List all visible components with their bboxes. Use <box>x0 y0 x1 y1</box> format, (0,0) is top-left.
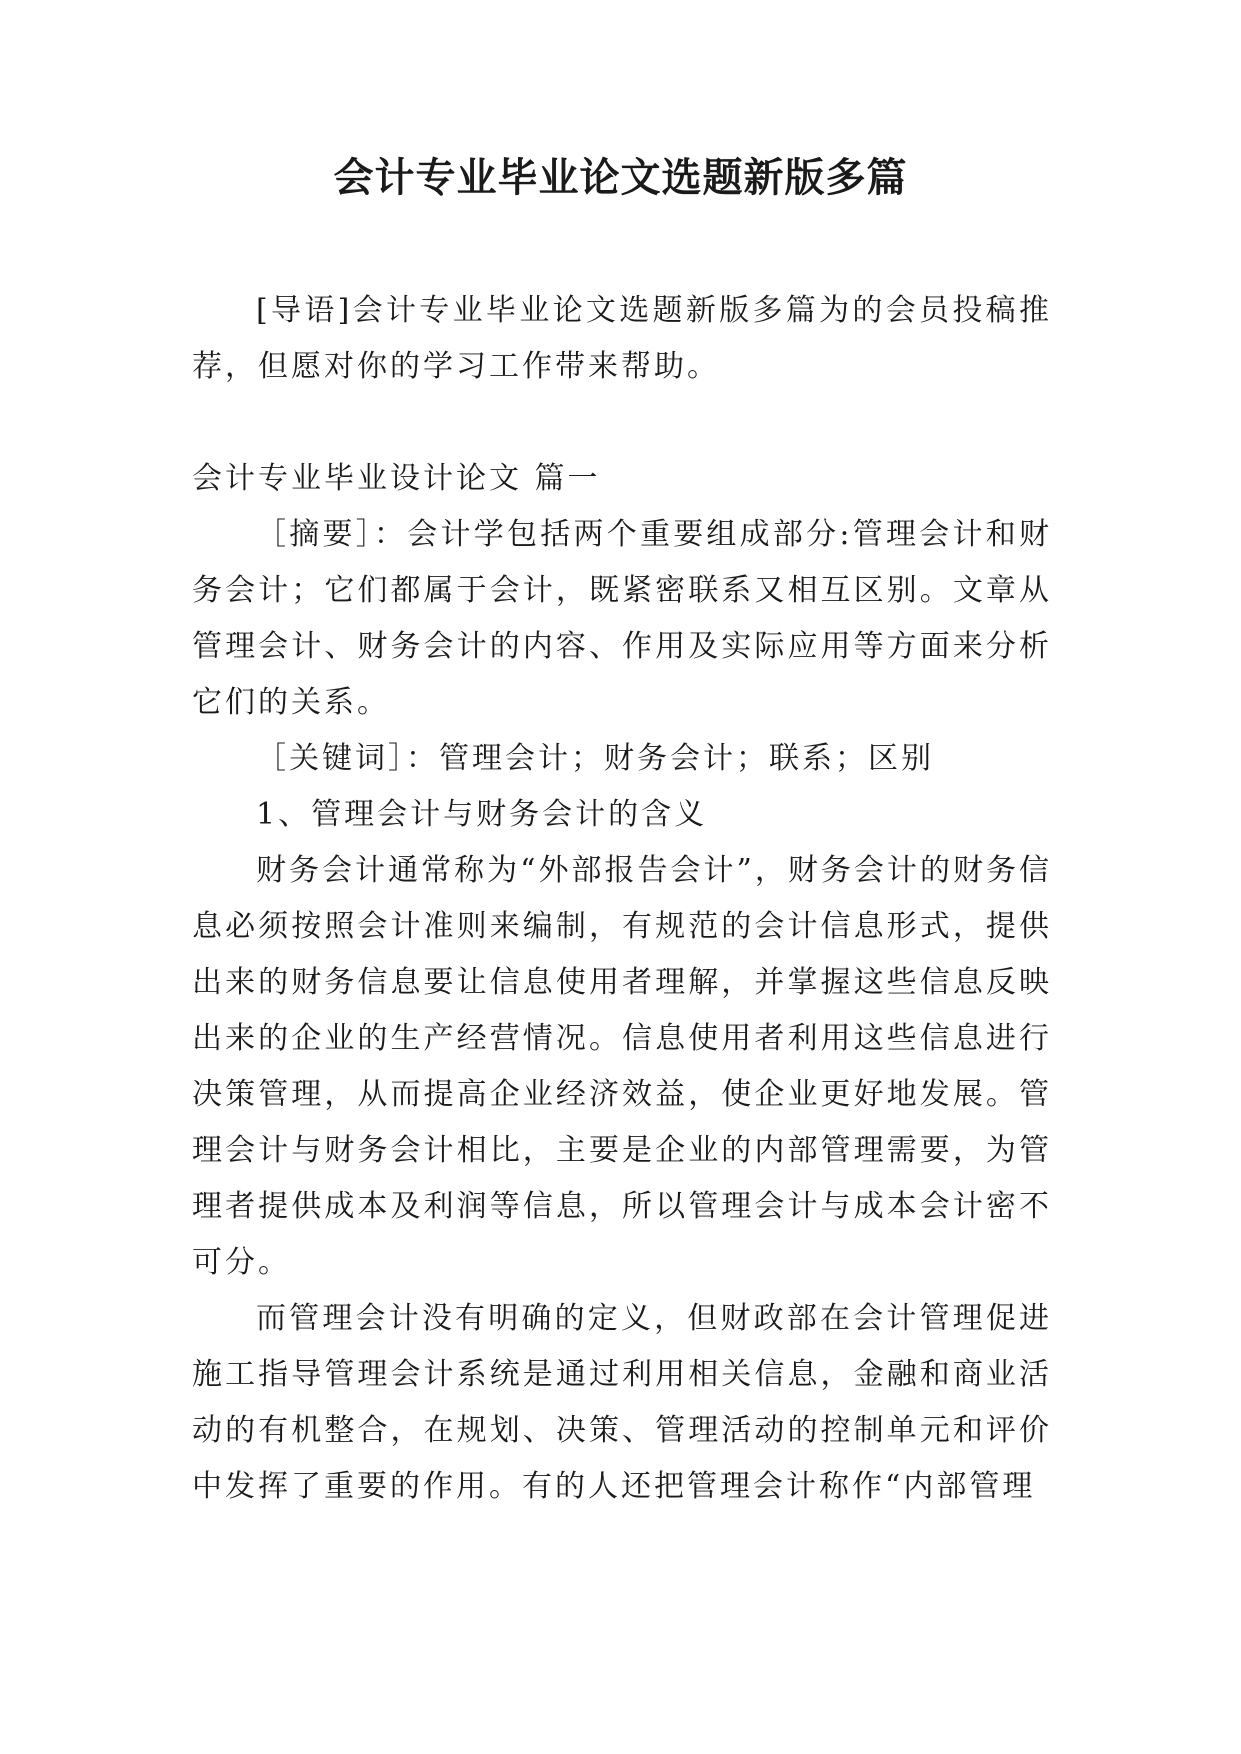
paragraph-spacer <box>192 395 1052 451</box>
intro-paragraph: [导语]会计专业毕业论文选题新版多篇为的会员投稿推荐，但愿对你的学习工作带来帮助。 <box>192 293 1052 384</box>
body-paragraph-1: 财务会计通常称为“外部报告会计”，财务会计的财务信息必须按照会计准则来编制，有规范的会计信息形式，提供出来的财务信息要让信息使用者理解，并掌握这些信息反映出来的企业的生产经营情况。信息使用者利用这些信息进行决策管理，从而提高企业经济效益，使企业更好地发展。管理会计与财务会计相比，主要是企业的内部管理需要，为管理者提供成本及利润等信息，所以管理会计与成本会计密不可分。 <box>192 853 1052 1280</box>
keywords-paragraph: ［关键词］：管理会计；财务会计；联系；区别 <box>256 741 934 776</box>
document-title: 会计专业毕业论文选题新版多篇 <box>333 155 908 201</box>
subheading-definitions: 1、管理会计与财务会计的含义 <box>256 797 708 832</box>
document-body <box>192 283 1052 1515</box>
body-paragraph-2: 而管理会计没有明确的定义，但财政部在会计管理促进施工指导管理会计系统是通过利用相关信息，金融和商业活动的有机整合，在规划、决策、管理活动的控制单元和评价中发挥了重要的作用。有的人还把管理会计称作“内部管理 <box>192 1301 1052 1504</box>
section-heading: 会计专业毕业设计论文 篇一 <box>192 461 601 496</box>
abstract-paragraph: ［摘要］：会计学包括两个重要组成部分:管理会计和财务会计；它们都属于会计，既紧密联系又相互区别。文章从管理会计、财务会计的内容、作用及实际应用等方面来分析它们的关系。 <box>192 517 1052 720</box>
